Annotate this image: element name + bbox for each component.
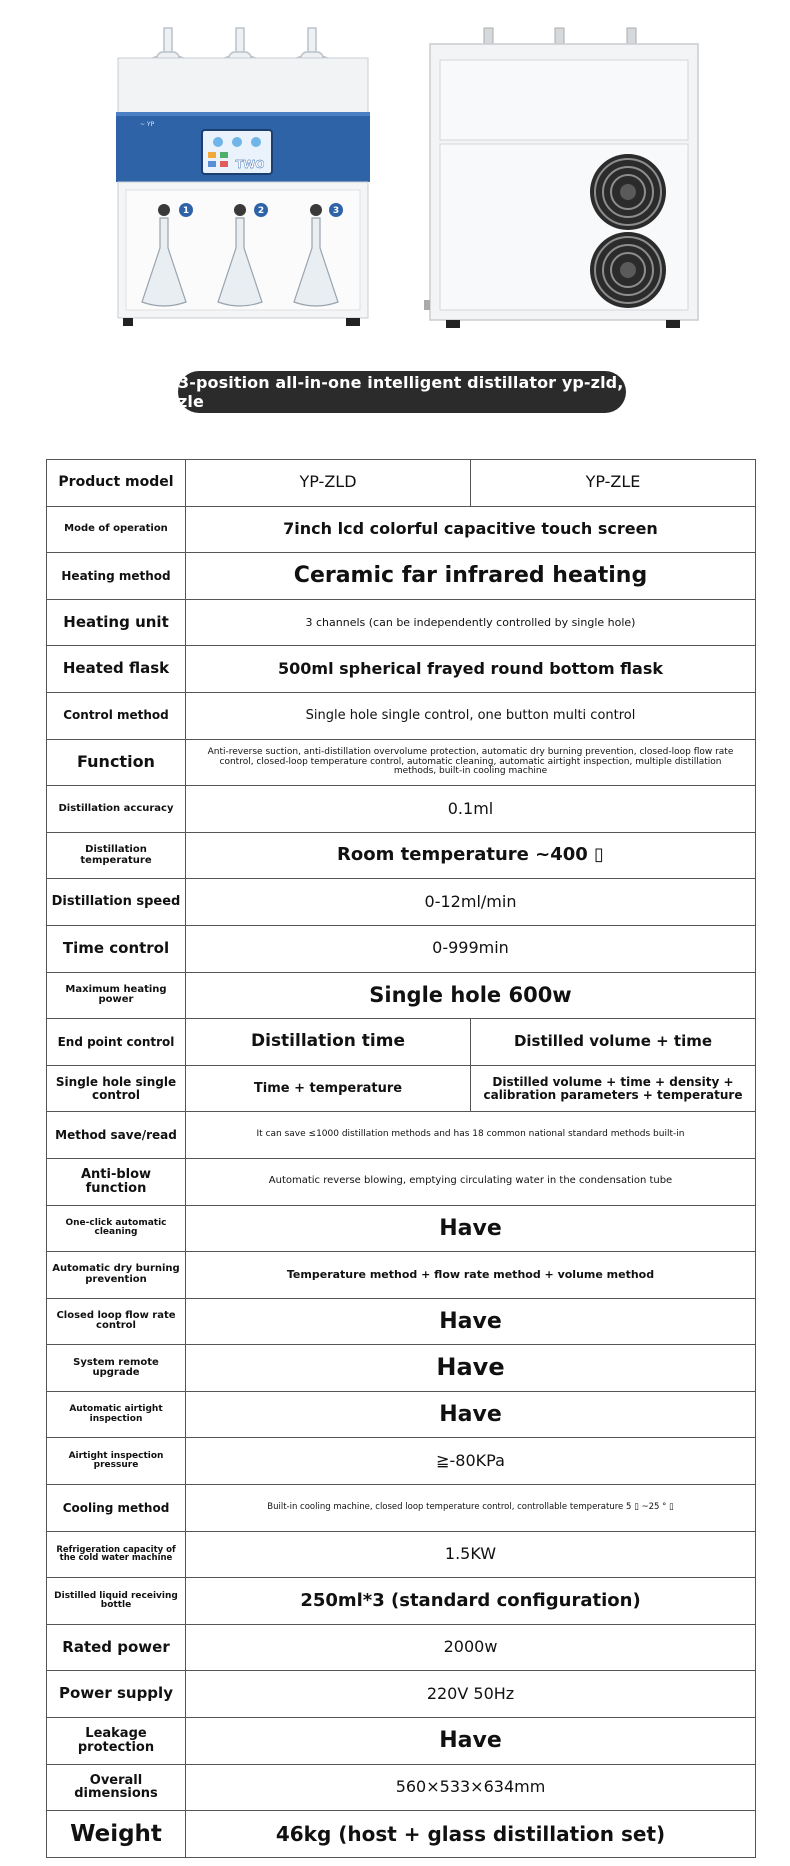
product-images: [0, 0, 790, 340]
row-label: Closed loop flow rate control: [47, 1298, 186, 1345]
table-row: [47, 1019, 756, 1066]
row-value: Have: [186, 1345, 756, 1392]
table-row: [47, 1718, 756, 1765]
svg-text:~ YP: ~ YP: [140, 121, 155, 128]
fan-icon-top: [590, 154, 666, 230]
table-row: [47, 1531, 756, 1578]
row-value: 500ml spherical frayed round bottom flask: [186, 646, 756, 693]
endpoint-zld: Distillation time: [186, 1019, 471, 1066]
spec-table: [46, 459, 756, 1858]
row-value: 0-12ml/min: [186, 879, 756, 926]
endpoint-zle: Distilled volume + time: [471, 1019, 756, 1066]
row-label: Distilled liquid receiving bottle: [47, 1578, 186, 1625]
table-row: [47, 1391, 756, 1438]
row-value: 46kg (host + glass distillation set): [186, 1811, 756, 1858]
row-label: System remote upgrade: [47, 1345, 186, 1392]
row-value: 560×533×634mm: [186, 1764, 756, 1811]
table-row: [47, 692, 756, 739]
table-row: [47, 1764, 756, 1811]
row-label: Rated power: [47, 1624, 186, 1671]
row-value: 2000w: [186, 1624, 756, 1671]
row-label: Distillation temperature: [47, 832, 186, 879]
row-label: Leakage protection: [47, 1718, 186, 1765]
channel-number-3: 3: [332, 206, 340, 216]
channel-number-2: 2: [257, 206, 265, 216]
row-label: Product model: [47, 460, 186, 507]
row-value: Anti-reverse suction, anti-distillation overvolume protection, automatic dry burning prevention, closed-loop flow rate control, closed-loop temperature control, automatic cleaning, automatic airtight inspection, multiple distillation methods, built-in cooling machine: [186, 739, 756, 786]
row-label: Weight: [47, 1811, 186, 1858]
table-row: [47, 1438, 756, 1485]
row-label: Anti-blow function: [47, 1158, 186, 1205]
device-front-image: [116, 28, 370, 326]
table-row: [47, 460, 756, 507]
row-value: 3 channels (can be independently controlled by single hole): [186, 599, 756, 646]
row-value: 1.5KW: [186, 1531, 756, 1578]
table-row: [47, 1298, 756, 1345]
row-label: Cooling method: [47, 1485, 186, 1532]
table-row: [47, 1811, 756, 1858]
row-label: End point control: [47, 1019, 186, 1066]
product-caption: 3-position all-in-one intelligent distillator yp-zld, zle: [178, 371, 626, 413]
table-row: [47, 599, 756, 646]
row-value: Have: [186, 1718, 756, 1765]
row-value: Room temperature ~400 ▯: [186, 832, 756, 879]
row-label: Function: [47, 739, 186, 786]
row-value: Automatic reverse blowing, emptying circulating water in the condensation tube: [186, 1158, 756, 1205]
row-value: Temperature method + flow rate method + volume method: [186, 1252, 756, 1299]
table-row: [47, 925, 756, 972]
table-row: [47, 1671, 756, 1718]
channel-number-1: 1: [182, 206, 190, 216]
table-row: [47, 1205, 756, 1252]
row-label: Single hole single control: [47, 1065, 186, 1112]
row-label: Heating unit: [47, 599, 186, 646]
table-row: [47, 553, 756, 600]
row-value: 220V 50Hz: [186, 1671, 756, 1718]
row-value: Single hole single control, one button multi control: [186, 692, 756, 739]
model-zld: YP-ZLD: [186, 460, 471, 507]
row-value: Have: [186, 1391, 756, 1438]
table-row: [47, 506, 756, 553]
row-label: Refrigeration capacity of the cold water machine: [47, 1531, 186, 1578]
row-value: 250ml*3 (standard configuration): [186, 1578, 756, 1625]
row-label: Control method: [47, 692, 186, 739]
row-label: Heating method: [47, 553, 186, 600]
row-value: 0-999min: [186, 925, 756, 972]
table-row: [47, 646, 756, 693]
row-label: Heated flask: [47, 646, 186, 693]
row-label: Maximum heating power: [47, 972, 186, 1019]
row-label: Automatic dry burning prevention: [47, 1252, 186, 1299]
table-row: [47, 1252, 756, 1299]
model-zle: YP-ZLE: [471, 460, 756, 507]
screen-text: TWO: [235, 158, 265, 171]
row-value: Ceramic far infrared heating: [186, 553, 756, 600]
table-row: [47, 786, 756, 833]
row-label: Distillation speed: [47, 879, 186, 926]
row-label: Overall dimensions: [47, 1764, 186, 1811]
row-label: Airtight inspection pressure: [47, 1438, 186, 1485]
table-row: [47, 832, 756, 879]
device-side-image: [424, 28, 698, 328]
row-label: Automatic airtight inspection: [47, 1391, 186, 1438]
row-value: Single hole 600w: [186, 972, 756, 1019]
table-row: [47, 879, 756, 926]
row-value: 7inch lcd colorful capacitive touch screen: [186, 506, 756, 553]
table-row: [47, 1065, 756, 1112]
row-value: Have: [186, 1205, 756, 1252]
table-row: [47, 1485, 756, 1532]
single-hole-zle: Distilled volume + time + density + calibration parameters + temperature: [471, 1065, 756, 1112]
table-row: [47, 1578, 756, 1625]
fan-icon-bottom: [590, 232, 666, 308]
table-row: [47, 739, 756, 786]
row-label: Power supply: [47, 1671, 186, 1718]
table-row: [47, 972, 756, 1019]
table-row: [47, 1624, 756, 1671]
row-label: Time control: [47, 925, 186, 972]
table-row: [47, 1158, 756, 1205]
row-label: Mode of operation: [47, 506, 186, 553]
row-label: Distillation accuracy: [47, 786, 186, 833]
row-value: It can save ≤1000 distillation methods and has 18 common national standard methods built-in: [186, 1112, 756, 1159]
row-label: Method save/read: [47, 1112, 186, 1159]
table-row: [47, 1112, 756, 1159]
row-value: ≧-80KPa: [186, 1438, 756, 1485]
single-hole-zld: Time + temperature: [186, 1065, 471, 1112]
row-value: Built-in cooling machine, closed loop temperature control, controllable temperature 5 ▯ ~25 ° ▯: [186, 1485, 756, 1532]
row-label: One-click automatic cleaning: [47, 1205, 186, 1252]
row-value: Have: [186, 1298, 756, 1345]
row-value: 0.1ml: [186, 786, 756, 833]
table-row: [47, 1345, 756, 1392]
